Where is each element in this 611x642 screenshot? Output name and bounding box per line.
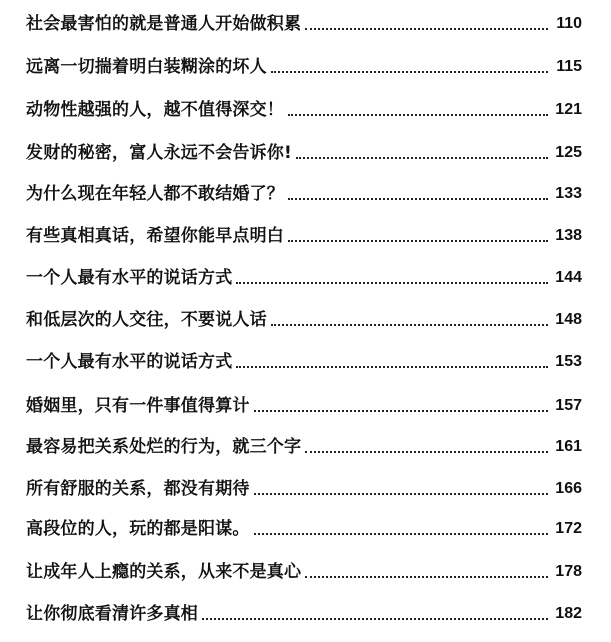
toc-entry[interactable] bbox=[26, 600, 582, 624]
toc-entry-title: 有些真相真话，希望你能早点明白 bbox=[26, 226, 284, 246]
toc-entry-title: 高段位的人，玩的都是阳谋。 bbox=[26, 519, 250, 539]
toc-entry-page: 121 bbox=[555, 101, 582, 118]
toc-entry-title: 让你彻底看清许多真相 bbox=[26, 604, 198, 624]
dot-leader bbox=[288, 240, 548, 242]
toc-entry-page: 110 bbox=[556, 15, 582, 32]
toc-entry-title: 让成年人上瘾的关系，从来不是真心 bbox=[26, 562, 302, 582]
toc-entry-title: 所有舒服的关系，都没有期待 bbox=[26, 479, 250, 499]
toc-entry-page: 144 bbox=[555, 269, 582, 286]
dot-leader bbox=[288, 114, 548, 116]
toc-entry[interactable] bbox=[26, 139, 582, 163]
toc-entry-title: 和低层次的人交往，不要说人话 bbox=[26, 310, 267, 330]
toc-entry[interactable] bbox=[26, 515, 582, 539]
dot-leader bbox=[271, 324, 548, 326]
toc-entry[interactable] bbox=[26, 53, 582, 77]
dot-leader bbox=[236, 366, 548, 368]
dot-leader bbox=[254, 493, 548, 495]
dot-leader bbox=[305, 576, 548, 578]
toc-entry-page: 125 bbox=[555, 144, 582, 161]
toc-entry-page: 157 bbox=[555, 397, 582, 414]
dot-leader bbox=[296, 157, 548, 159]
toc-entry-page: 182 bbox=[555, 605, 582, 622]
toc-entry[interactable] bbox=[26, 392, 582, 416]
toc-entry[interactable] bbox=[26, 558, 582, 582]
toc-entry-page: 153 bbox=[555, 353, 582, 370]
dot-leader bbox=[288, 198, 548, 200]
dot-leader bbox=[254, 533, 548, 535]
dot-leader bbox=[305, 451, 548, 453]
toc-entry[interactable] bbox=[26, 475, 582, 499]
toc-entry-page: 161 bbox=[555, 438, 582, 455]
toc-entry-title: 远离一切揣着明白装糊涂的坏人 bbox=[26, 57, 267, 77]
toc-entry[interactable] bbox=[26, 348, 582, 372]
toc-entry[interactable] bbox=[26, 222, 582, 246]
toc-entry[interactable] bbox=[26, 96, 582, 120]
toc-entry-title: 为什么现在年轻人都不敢结婚了？ bbox=[26, 184, 284, 204]
toc-entry-title: 动物性越强的人，越不值得深交！ bbox=[26, 100, 284, 120]
dot-leader bbox=[236, 282, 548, 284]
toc-entry-title: 婚姻里，只有一件事值得算计 bbox=[26, 396, 250, 416]
toc-entry[interactable] bbox=[26, 180, 582, 204]
toc-entry-page: 133 bbox=[555, 185, 582, 202]
dot-leader bbox=[202, 618, 548, 620]
dot-leader bbox=[254, 410, 548, 412]
toc-entry-page: 115 bbox=[556, 58, 582, 75]
toc-entry-page: 172 bbox=[555, 520, 582, 537]
toc-entry-page: 166 bbox=[555, 480, 582, 497]
toc-entry[interactable] bbox=[26, 433, 582, 457]
toc-entry[interactable] bbox=[26, 264, 582, 288]
toc-entry-title: 社会最害怕的就是普通人开始做积累 bbox=[26, 14, 302, 34]
toc-entry-page: 138 bbox=[555, 227, 582, 244]
toc-entry-title: 发财的秘密，富人永远不会告诉你! bbox=[26, 143, 292, 163]
toc-entry-title: 最容易把关系处烂的行为，就三个字 bbox=[26, 437, 302, 457]
toc-entry-title: 一个人最有水平的说话方式 bbox=[26, 352, 233, 372]
toc-entry[interactable] bbox=[26, 306, 582, 330]
dot-leader bbox=[305, 28, 548, 30]
toc-entry-page: 178 bbox=[555, 563, 582, 580]
dot-leader bbox=[271, 71, 548, 73]
toc-entry-title: 一个人最有水平的说话方式 bbox=[26, 268, 233, 288]
toc-entry-page: 148 bbox=[555, 311, 582, 328]
toc-entry[interactable] bbox=[26, 10, 582, 34]
